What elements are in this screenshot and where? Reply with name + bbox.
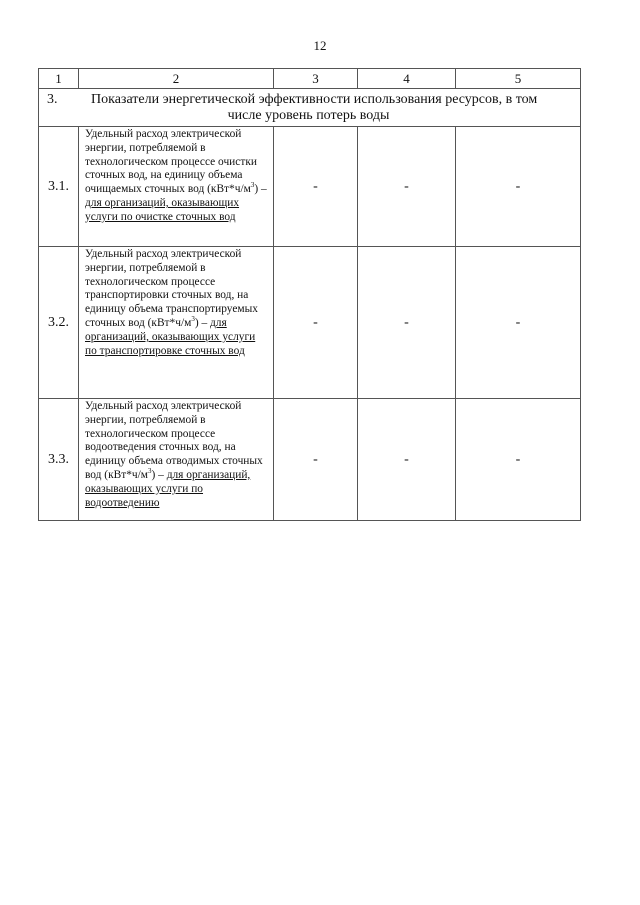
description-tail: ) – bbox=[254, 183, 267, 196]
description-text: Удельный расход электрической энергии, потребляемой в технологическом процессе транспортировки сточных вод, на единицу объема транспортируемых сточных вод (кВт*ч/м bbox=[85, 248, 258, 329]
value-col-4: - bbox=[358, 127, 456, 247]
header-col-4: 4 bbox=[358, 69, 456, 89]
unit-superscript: 3 bbox=[148, 467, 152, 476]
row-number: 3.1. bbox=[39, 127, 79, 247]
section-heading-cell bbox=[39, 89, 581, 127]
unit-superscript: 3 bbox=[250, 181, 255, 190]
row-description bbox=[79, 399, 274, 521]
table-row bbox=[39, 247, 581, 399]
section-row bbox=[39, 89, 581, 127]
value-col-3: - bbox=[274, 399, 358, 521]
indicators-table bbox=[38, 68, 581, 521]
description-applicability: для организаций, оказывающих услуги по транспортировке сточных вод bbox=[85, 316, 256, 357]
row-description bbox=[79, 127, 274, 247]
header-col-5: 5 bbox=[456, 69, 581, 89]
value-col-4: - bbox=[358, 247, 456, 399]
header-col-2: 2 bbox=[79, 69, 274, 89]
value-col-5: - bbox=[456, 399, 581, 521]
value-col-3: - bbox=[274, 247, 358, 399]
description-text: Удельный расход электрической энергии, потребляемой в технологическом процессе очистки сточных вод, на единицу объема очищаемых сточных вод (кВт*ч/м bbox=[85, 128, 257, 196]
table-row bbox=[39, 399, 581, 521]
value-col-5: - bbox=[456, 127, 581, 247]
section-title-line2: числе уровень потерь воды bbox=[227, 107, 390, 123]
description-tail: ) – bbox=[151, 468, 167, 481]
row-description bbox=[79, 247, 274, 399]
section-title-line1: Показатели энергетической эффективности использования ресурсов, в том bbox=[91, 91, 538, 107]
page-number: 12 bbox=[313, 38, 327, 53]
description-text: Удельный расход электрической энергии, потребляемой в технологическом процессе водоотведения сточных вод, на единицу объема отводимых сточных вод (кВт*ч/м bbox=[85, 400, 263, 481]
description-tail: ) – bbox=[194, 316, 211, 329]
description-applicability: для организаций, оказывающих услуги по водоотведению bbox=[85, 468, 251, 509]
description-applicability: для организаций, оказывающих услуги по очистке сточных вод bbox=[85, 196, 240, 223]
unit-superscript: 3 bbox=[191, 315, 195, 324]
section-number: 3. bbox=[47, 91, 58, 107]
header-col-3: 3 bbox=[274, 69, 358, 89]
value-col-4: - bbox=[358, 399, 456, 521]
header-col-1: 1 bbox=[39, 69, 79, 89]
row-number: 3.3. bbox=[39, 399, 79, 521]
table-header-row bbox=[39, 69, 581, 89]
table-row bbox=[39, 127, 581, 247]
value-col-5: - bbox=[456, 247, 581, 399]
value-col-3: - bbox=[274, 127, 358, 247]
row-number: 3.2. bbox=[39, 247, 79, 399]
